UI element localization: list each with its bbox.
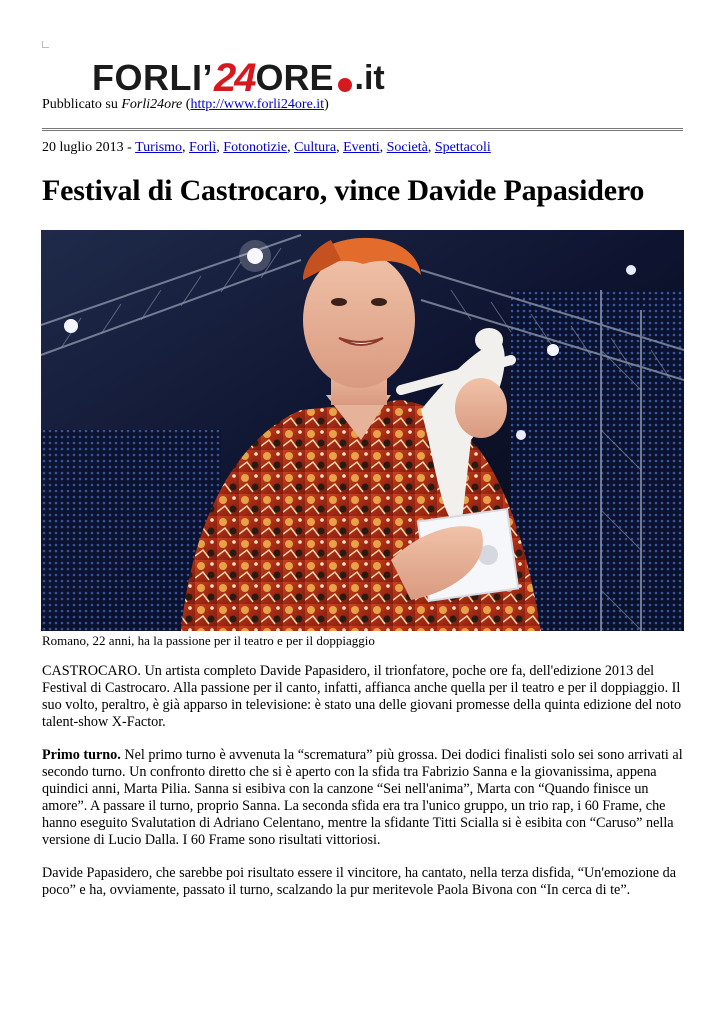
published-prefix: Pubblicato su (42, 97, 122, 112)
category-link-fotonotizie[interactable]: Fotonotizie (223, 140, 288, 155)
category-link-eventi[interactable]: Eventi (343, 140, 380, 155)
category-link-spettacoli[interactable]: Spettacoli (434, 140, 491, 155)
published-close: ) (324, 97, 329, 112)
published-open: ( (182, 97, 191, 112)
category-link-cultura[interactable]: Cultura (294, 140, 337, 155)
logo-ore-text: ORE (255, 57, 334, 98)
article-paragraph-2-lead: Primo turno. (42, 747, 121, 763)
logo-24-text: 24 (213, 56, 255, 100)
published-line (42, 97, 329, 113)
article-title: Festival di Castrocaro, vince Davide Papasidero (42, 174, 645, 207)
category-link-forli[interactable]: Forlì (189, 140, 217, 155)
header-divider (42, 128, 683, 131)
article-paragraph-1: CASTROCARO. Un artista completo Davide Papasidero, il trionfatore, poche ore fa, dell'edizione 2013 del Festival di Castrocaro. Alla passione per il canto, infatti, affianca anche quella per il teatro e per il doppiaggio. Il suo volto, peraltro, è già apparso in televisione: è stato una delle giovani promesse della quinta edizione del noto talent-show X-Factor. (42, 663, 682, 730)
article-date: 20 luglio 2013 (42, 140, 124, 155)
article-body (42, 663, 683, 915)
published-url-link[interactable]: http://www.forli24ore.it (190, 97, 325, 112)
logo-it-text: .it (354, 59, 385, 97)
article-paragraph-3: Davide Papasidero, che sarebbe poi risultato essere il vincitore, ha cantato, nella terza disfida, “Un'emozione da poco” e ha, ovviamente, passato il turno, scalzando la pur meritevole Paola Bivona con “In cerca di te”. (42, 865, 677, 898)
logo-forli-text: FORLI’ (92, 57, 213, 98)
page-corner-mark (42, 41, 49, 48)
published-site: Forli24ore (121, 97, 183, 112)
article-paragraph-2-body: Nel primo turno è avvenuta la “scrematura” più grossa. Dei dodici finalisti solo sei sono arrivati al secondo turno. Un confronto diretto che si è aperto con la sfida tra Fabrizio Sanna e la giovanissima, appena quindici anni, Marta Pilia. Sanna si esibiva con la canzone “Sei nell'anima”, Marta con “Quando finisce un amore”. A passare il turno, proprio Sanna. La seconda sfida era tra l'unico gruppo, un trio rap, i 60 Frame, che hanno eseguito Svalutation di Adriano Celentano, mentre la sfidante Titti Scialla si è esibita con “Caruso” nella versione di Lucio Dalla. I 60 Frame sono risultati vittoriosi. (42, 747, 683, 848)
article-paragraph-2 (42, 747, 683, 849)
article-photo (41, 230, 684, 631)
site-logo[interactable] (92, 46, 385, 100)
meta-separator: - (123, 140, 136, 155)
article-meta: 20 luglio 2013 - Turismo, Forlì, Fotonotizie, Cultura, Eventi, Società, Spettacoli (42, 140, 491, 155)
photo-caption: Romano, 22 anni, ha la passione per il teatro e per il doppiaggio (42, 633, 375, 648)
category-link-societa[interactable]: Società (386, 140, 428, 155)
logo-red-dot (338, 78, 352, 92)
category-link-turismo[interactable]: Turismo (135, 140, 183, 155)
